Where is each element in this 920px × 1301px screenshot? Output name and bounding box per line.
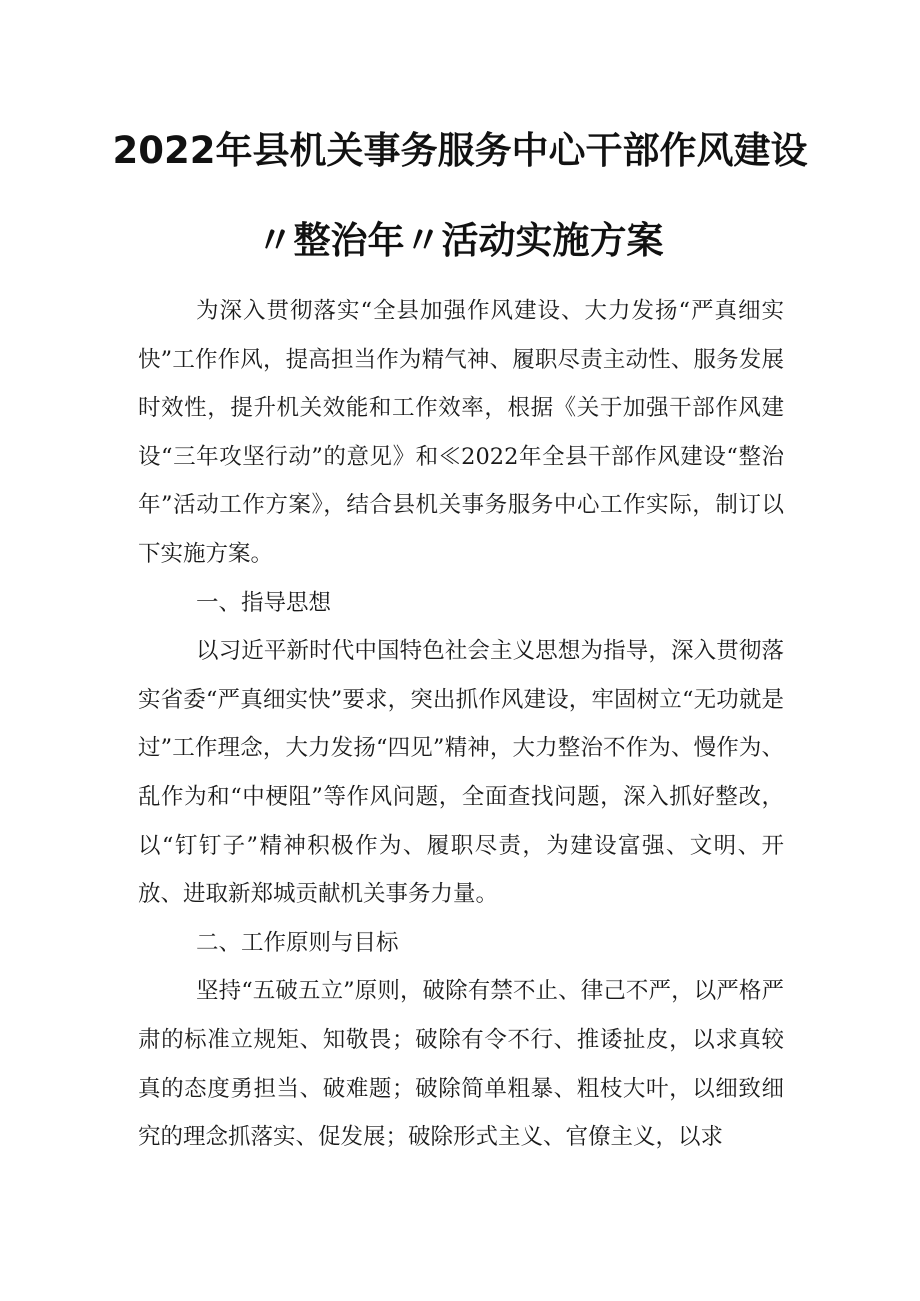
section-heading-principles-goals: 二、工作原则与目标 bbox=[196, 929, 399, 956]
section-paragraph-guiding-ideology: 以习近平新时代中国特色社会主义思想为指导，深入贯彻落实省委“严真细实快”要求，突出抓作风建设，牢固树立“无功就是过”工作理念，大力发扬“四见”精神，大力整治不作为、慢作为、乱作为和“中梗阻”等作风问题，全面查找问题，深入抓好整改，以“钉钉子”精神积极作为、履职尽责，为建设富强、文明、开放、进取新郑城贡献机关事务力量。 bbox=[138, 638, 784, 908]
intro-paragraph: 为深入贯彻落实“全县加强作风建设、大力发扬“严真细实快”工作作风，提高担当作为精气神、履职尽责主动性、服务发展时效性，提升机关效能和工作效率，根据《关于加强干部作风建设“三年攻坚行动”的意见》和≪2022年全县干部作风建设“整治年”活动工作方案》，结合县机关事务服务中心工作实际，制订以下实施方案。 bbox=[138, 298, 784, 567]
document-title-line-1: 2022年县机关事务服务中心干部作风建设 bbox=[112, 129, 808, 172]
section-heading-guiding-ideology: 一、指导思想 bbox=[196, 589, 332, 616]
section-paragraph-principles-goals: 坚持“五破五立”原则，破除有禁不止、律己不严，以严格严肃的标准立规矩、知敬畏；破除有令不行、推诿扯皮，以求真较真的态度勇担当、破难题；破除简单粗暴、粗枝大叶，以细致细究的理念抓落实、促发展；破除形式主义、官僚主义，以求 bbox=[138, 978, 784, 1151]
document-body bbox=[138, 287, 784, 1162]
document-title-line-2: 〃整治年〃活动实施方案 bbox=[256, 219, 664, 262]
